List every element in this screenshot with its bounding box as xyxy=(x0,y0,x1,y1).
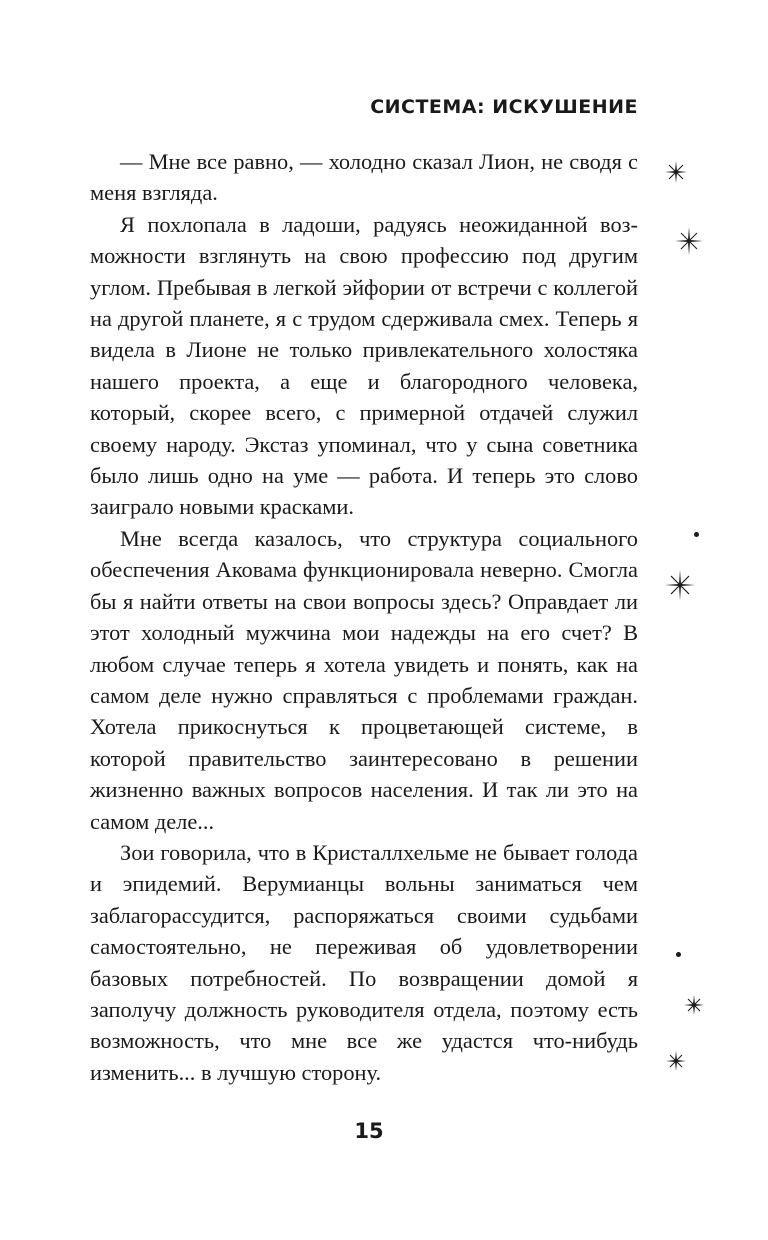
running-title: СИСТЕМА: ИСКУШЕНИЕ xyxy=(370,96,638,118)
dot-icon xyxy=(694,532,699,537)
paragraph-1: — Мне все равно, — холодно сказал Лион, не сводя с меня взгляда. xyxy=(90,149,638,206)
sparkle-icon xyxy=(683,994,705,1016)
paragraph-4: Зои говорила, что в Кристаллхельме не бывает голода и эпидемий. Верумианцы вольны заниматься чем заблагорассудится, распоряжаться своими судьбами самостоятельно, не переживая об удовлетворении базовых потребностей. По возвращении домой я заполучу должность руководителя отдела, поэтому есть возможность, что мне все же удастся что-нибудь изменить... в лучшую сторону. xyxy=(90,839,638,1085)
page-number: 15 xyxy=(354,1119,384,1143)
dot-icon xyxy=(676,952,681,957)
sparkle-icon xyxy=(665,1050,687,1072)
sparkle-icon xyxy=(664,160,688,184)
sparkle-icon xyxy=(664,569,696,601)
sparkle-icon xyxy=(674,226,704,256)
body-text xyxy=(90,146,638,1088)
paragraph-3: Мне всегда казалось, что структура социального обеспечения Аковама функционировала неверно. Смогла бы я найти ответы на свои вопросы здесь? Оправдает ли этот холодный мужчина мои надежды на его счет? В любом случае теперь я хотела увидеть и понять, как на самом деле нужно справляться с проблемами граждан. Хотела прикоснуться к процветающей системе, в которой правительство заинтересовано в решении жизненно важных вопросов населения. И так ли это на самом деле... xyxy=(90,525,638,834)
paragraph-2: Я похлопала в ладоши, радуясь неожиданной возможности взглянуть на свою профессию под другим углом. Пребывая в легкой эйфории от встречи с коллегой на другой планете, я с трудом сдерживала смех. Теперь я видела в Лионе не только привлекательного холостяка нашего проекта, а еще и благородного человека, который, скорее всего, с примерной отдачей служил своему народу. Экстаз упоминал, что у сына советника было лишь одно на уме — работа. И теперь это слово заиграло новыми красками. xyxy=(90,211,638,520)
